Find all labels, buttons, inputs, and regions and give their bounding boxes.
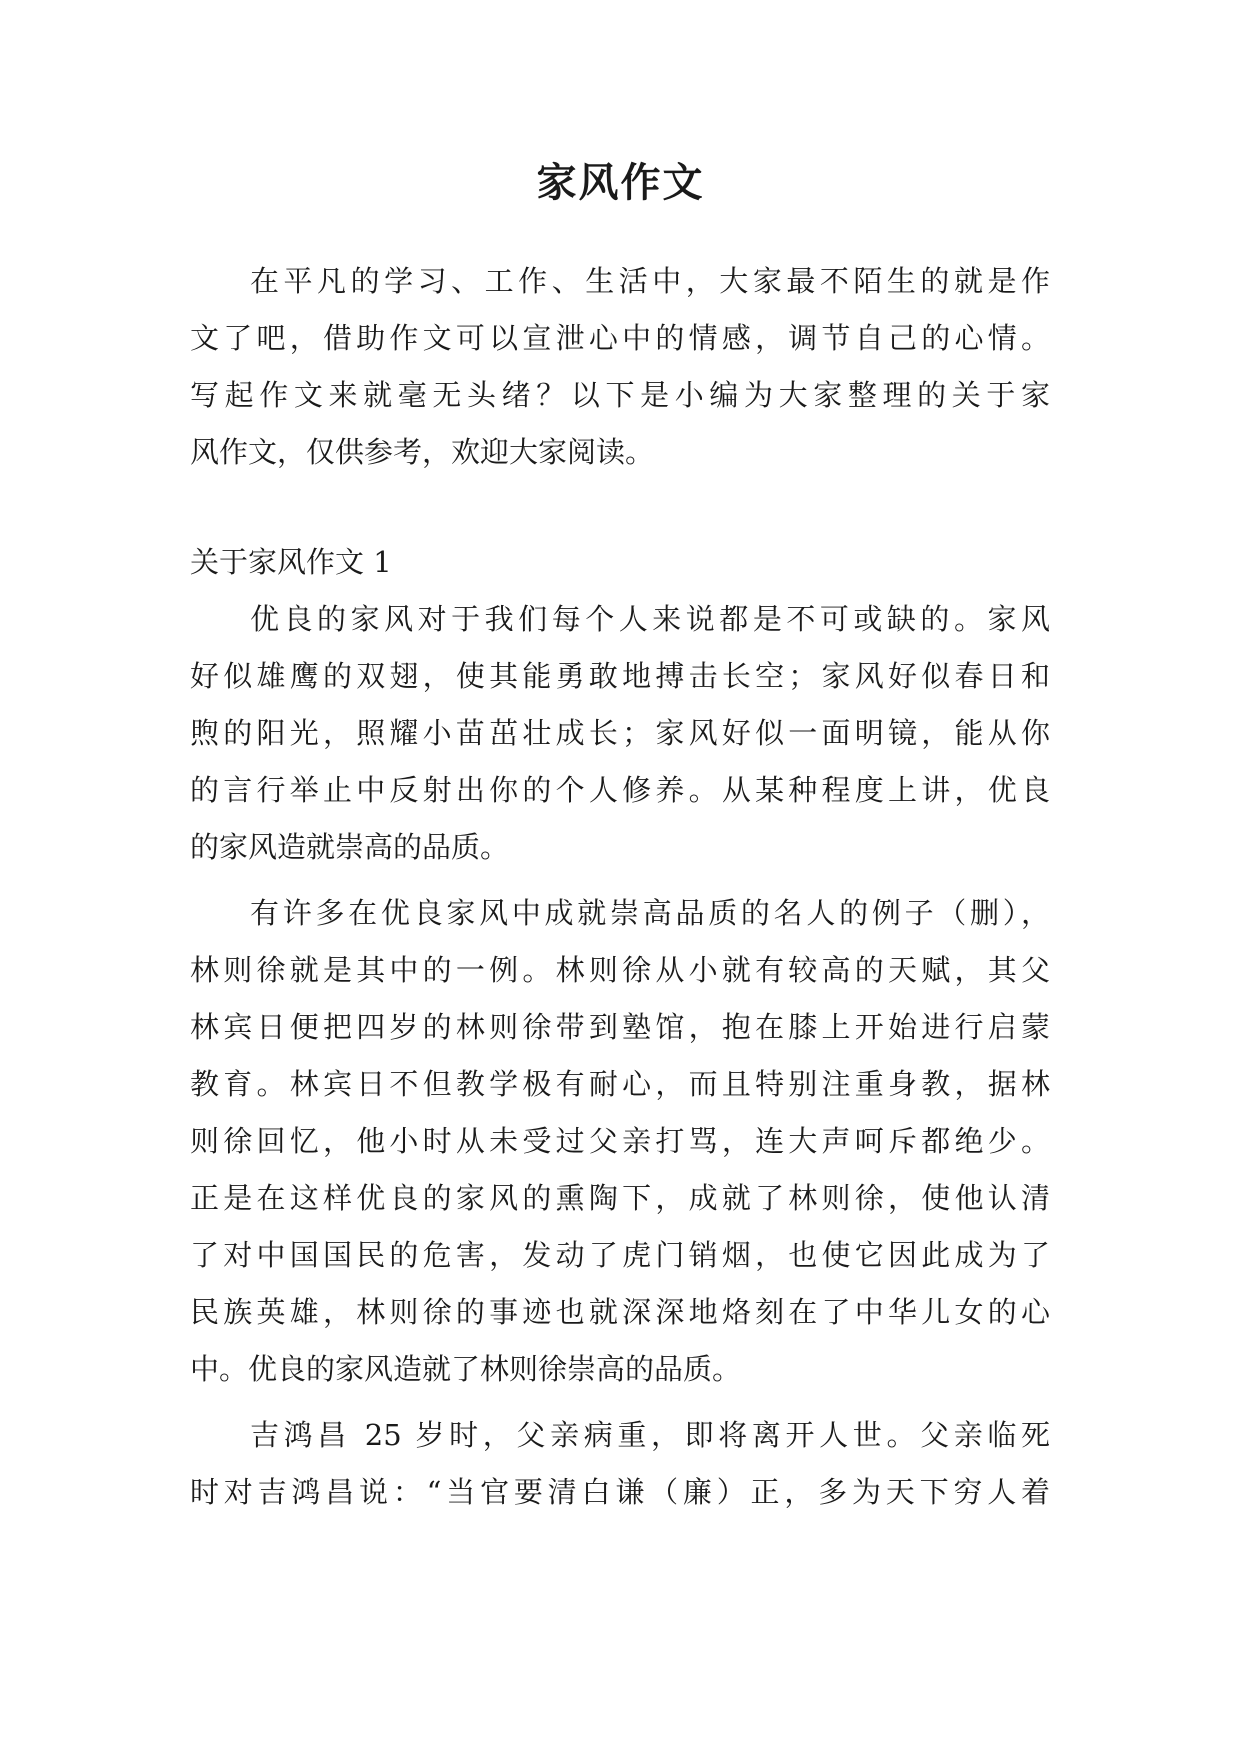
paragraph-line: 优良的家风对于我们每个人来说都是不可或缺的。家风: [250, 602, 1050, 636]
paragraph-line: 有许多在优良家风中成就崇高品质的名人的例子（删），: [250, 896, 1050, 930]
intro-line: 写起作文来就毫无头绪？以下是小编为大家整理的关于家: [190, 378, 1050, 412]
paragraph-line: 民族英雄，林则徐的事迹也就深深地烙刻在了中华儿女的心: [190, 1295, 1050, 1329]
paragraph-line: 的言行举止中反射出你的个人修养。从某种程度上讲，优良: [190, 773, 1050, 807]
paragraph-line: 时对吉鸿昌说：“当官要清白谦（廉）正，多为天下穷人着: [190, 1475, 1050, 1509]
section-heading: 关于家风作文 1: [190, 545, 392, 579]
intro-line: 文了吧，借助作文可以宣泄心中的情感，调节自己的心情。: [190, 321, 1050, 355]
paragraph-line: 了对中国国民的危害，发动了虎门销烟，也使它因此成为了: [190, 1238, 1050, 1272]
paragraph-line: 好似雄鹰的双翅，使其能勇敢地搏击长空；家风好似春日和: [190, 659, 1050, 693]
paragraph-line: 正是在这样优良的家风的熏陶下，成就了林则徐，使他认清: [190, 1181, 1050, 1215]
paragraph-line: 的家风造就崇高的品质。: [190, 830, 510, 864]
paragraph-line: 煦的阳光，照耀小苗茁壮成长；家风好似一面明镜，能从你: [190, 716, 1050, 750]
paragraph-line: 则徐回忆，他小时从未受过父亲打骂，连大声呵斥都绝少。: [190, 1124, 1050, 1158]
paragraph-line: 林宾日便把四岁的林则徐带到塾馆，抱在膝上开始进行启蒙: [190, 1010, 1050, 1044]
intro-line: 风作文，仅供参考，欢迎大家阅读。: [190, 435, 655, 469]
intro-line: 在平凡的学习、工作、生活中，大家最不陌生的就是作: [250, 264, 1050, 298]
paragraph-line: 林则徐就是其中的一例。林则徐从小就有较高的天赋，其父: [190, 953, 1050, 987]
paragraph-line: 中。优良的家风造就了林则徐崇高的品质。: [190, 1352, 742, 1386]
document-title: 家风作文: [536, 160, 705, 206]
paragraph-line: 教育。林宾日不但教学极有耐心，而且特别注重身教，据林: [190, 1067, 1050, 1101]
paragraph-line: 吉鸿昌 25 岁时，父亲病重，即将离开人世。父亲临死: [250, 1418, 1050, 1452]
